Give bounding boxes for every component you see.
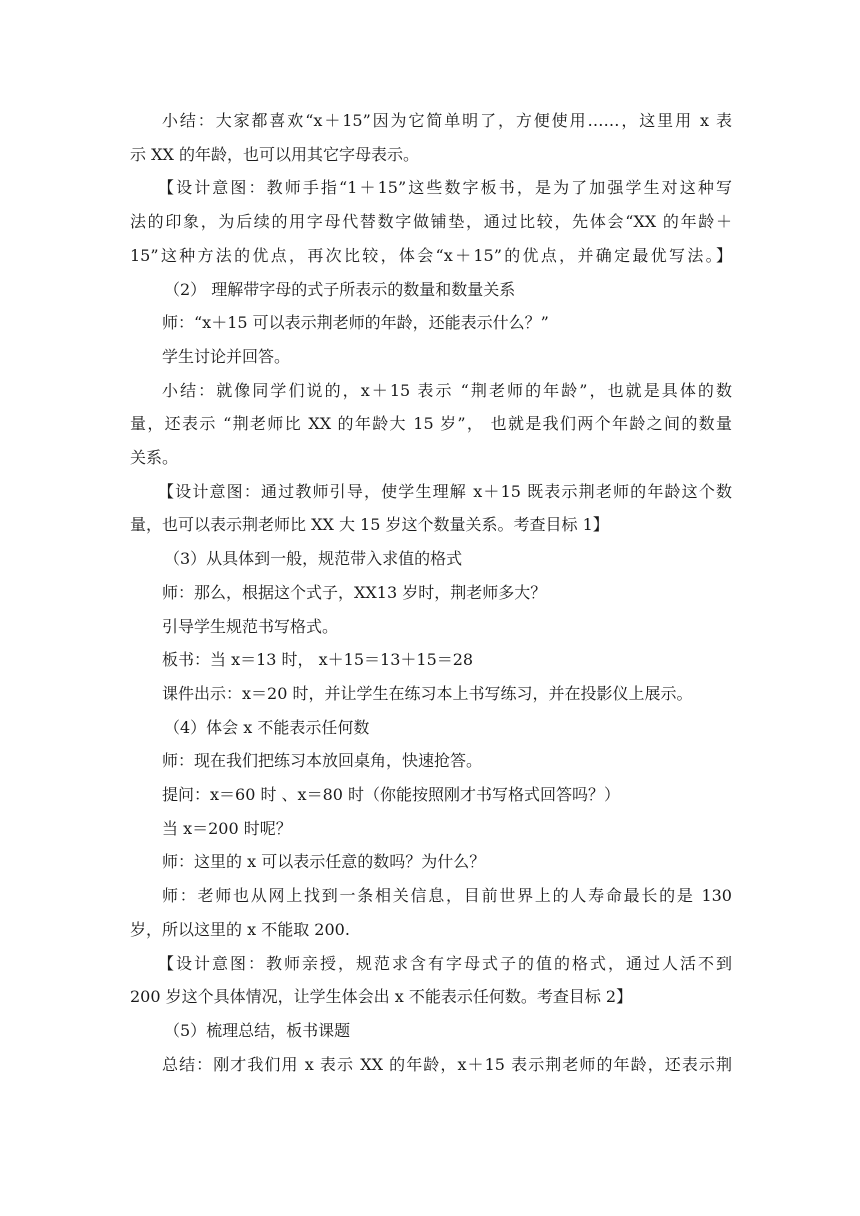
summary-line-2: 示 XX 的年龄，也可以用其它字母表示。: [130, 144, 419, 164]
teacher-instruction-line: 师：现在我们把练习本放回桌角，快速抢答。: [162, 751, 483, 771]
board-writing-line: 板书：当 x＝13 时， x＋15＝13＋15＝28: [162, 650, 474, 670]
lifespan-info-line-2: 岁，所以这里的 x 不能取 200.: [130, 919, 350, 939]
summary-2-line-1: 小结：就像同学们说的，x＋15 表示 “荆老师的年龄”，也就是具体的数: [162, 380, 732, 400]
courseware-line: 课件出示：x＝20 时，并让学生在练习本上书写练习，并在投影仪上展示。: [162, 683, 693, 703]
teacher-question-line: 师：“x＋15 可以表示荆老师的年龄，还能表示什么？”: [162, 313, 549, 333]
any-number-question-line: 师：这里的 x 可以表示任意的数吗？为什么？: [162, 852, 486, 872]
teacher-age-question: 师：那么，根据这个式子，XX13 岁时，荆老师多大？: [162, 582, 547, 602]
design-intent-2-line-2: 量，也可以表示荆老师比 XX 大 15 岁这个数量关系。考查目标 1】: [130, 515, 609, 535]
document-page: [130, 104, 732, 1081]
lifespan-info-line-1: 师：老师也从网上找到一条相关信息，目前世界上的人寿命最长的是 130: [162, 886, 732, 906]
question-line: 提问：x＝60 时 、x＝80 时（你能按照刚才书写格式回答吗？）: [162, 785, 621, 805]
student-discussion-line: 学生讨论并回答。: [162, 346, 291, 366]
section-heading-2: （2） 理解带字母的式子所表示的数量和数量关系: [164, 279, 516, 299]
summary-line-1: 小结：大家都喜欢“x＋15”因为它简单明了，方便使用……，这里用 x 表: [162, 111, 732, 130]
summary-2-line-2: 量，还表示 “荆老师比 XX 的年龄大 15 岁”， 也就是我们两个年龄之间的数量: [130, 414, 732, 434]
design-intent-1-line-2: 法的印象，为后续的用字母代替数字做铺垫，通过比较，先体会“XX 的年龄＋: [130, 212, 732, 232]
guide-format-line: 引导学生规范书写格式。: [162, 616, 339, 636]
section-heading-4: （4）体会 x 不能表示任何数: [164, 717, 370, 737]
design-intent-1-line-1: 【设计意图：教师手指“1＋15”这些数字板书，是为了加强学生对这种写: [158, 178, 732, 198]
design-intent-3-line-2: 200 岁这个具体情况，让学生体会出 x 不能表示任何数。考查目标 2】: [130, 987, 633, 1007]
final-summary-line: 总结：刚才我们用 x 表示 XX 的年龄，x＋15 表示荆老师的年龄，还表示荆: [162, 1054, 732, 1074]
section-heading-3: （3）从具体到一般，规范带入求值的格式: [164, 549, 463, 569]
design-intent-2-line-1: 【设计意图：通过教师引导，使学生理解 x＋15 既表示荆老师的年龄这个数: [158, 481, 732, 501]
design-intent-1-line-3: 15”这种方法的优点，再次比较，体会“x＋15”的优点，并确定最优写法。】: [130, 245, 732, 265]
design-intent-3-line-1: 【设计意图：教师亲授，规范求含有字母式子的值的格式，通过人活不到: [158, 953, 732, 973]
x-200-line: 当 x＝200 时呢？: [162, 818, 292, 838]
summary-2-line-3: 关系。: [130, 448, 179, 468]
section-heading-5: （5）梳理总结，板书课题: [164, 1020, 351, 1040]
